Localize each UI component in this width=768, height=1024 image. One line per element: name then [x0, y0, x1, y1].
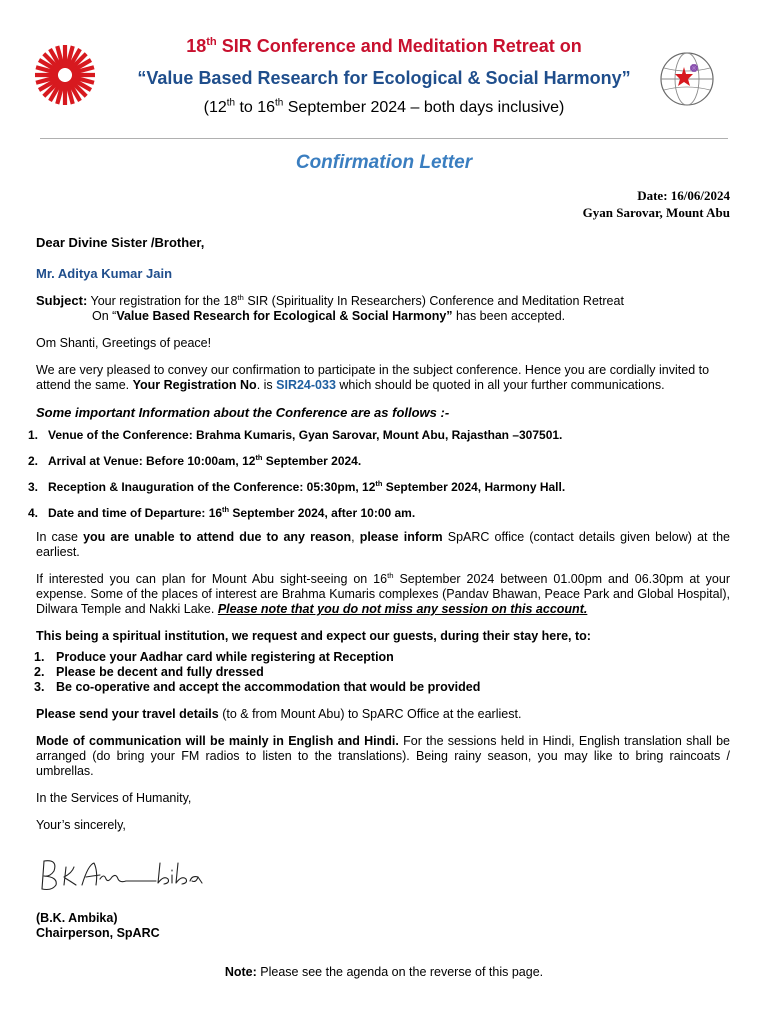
services-line: In the Services of Humanity, [36, 791, 192, 805]
communication-paragraph: Mode of communication will be mainly in English and Hindi. For the sessions held in Hindi, English translation shall be arranged (do bring your FM radios to listen to the translations). Being rainy season, you may like to bring raincoats / umbrellas. [36, 734, 730, 778]
addressee-name: Mr. Aditya Kumar Jain [36, 266, 173, 281]
list-item: 3. Reception & Inauguration of the Conference: 05:30pm, 12th September 2024, Harmony Hall. [28, 479, 566, 494]
sightseeing-paragraph: If interested you can plan for Mount Abu sight-seeing on 16th September 2024 between 01.00pm and 06.30pm at your expense. Some of the places of interest are Brahma Kumaris complexes (Pandav Bhawan, Peace Park and Global Hospital), Dilwara Temple and Nakki Lake. Please note that you do not miss any session on this account. [36, 570, 730, 616]
closing-line: Your’s sincerely, [36, 818, 126, 832]
guest-rules-list [36, 650, 730, 695]
list-item: 3. Be co-operative and accept the accommodation that would be provided [34, 680, 481, 694]
list-item: 1. Venue of the Conference: Brahma Kumaris, Gyan Sarovar, Mount Abu, Rajasthan –307501. [28, 428, 563, 442]
letter-date: Date: 16/06/2024 [637, 188, 730, 203]
letter-title: Confirmation Letter [295, 152, 473, 173]
signer-title: Chairperson, SpARC [36, 926, 160, 940]
conference-dates: (12th to 16th September 2024 – both days inclusive) [203, 97, 565, 116]
signer-name: (B.K. Ambika) [36, 911, 118, 925]
letterhead [0, 30, 768, 130]
session-note: Please note that you do not miss any session on this account. [217, 602, 588, 616]
conference-title: 18th SIR Conference and Meditation Retreat on [186, 36, 582, 56]
greeting: Om Shanti, Greetings of peace! [36, 336, 212, 350]
globe-star-logo-icon [656, 46, 718, 112]
footer-note: Note: Please see the agenda on the reverse of this page. [224, 965, 544, 979]
unable-paragraph: In case you are unable to attend due to any reason, please inform SpARC office (contact details given below) at the earliest. [36, 530, 730, 559]
intro-paragraph: We are very pleased to convey our confirmation to participate in the subject conference. Hence you are cordially invited to attend the same. Your Registration No. is SIR24-033 which should be quoted in all your further communications. [36, 363, 710, 392]
letter-body [28, 235, 730, 941]
subject-line: Subject: Your registration for the 18th SIR (Spirituality In Researchers) Conference and Meditation Retreat On “Value Based Research for Ecological & Social Harmony” has been accepted. [36, 292, 624, 323]
conference-info-list [28, 428, 730, 521]
list-item: 2. Arrival at Venue: Before 10:00am, 12th September 2024. [28, 453, 362, 468]
list-item: 2. Please be decent and fully dressed [34, 665, 264, 679]
info-heading: Some important Information about the Conference are as follows :- [36, 405, 450, 420]
letter-place: Gyan Sarovar, Mount Abu [582, 205, 730, 220]
date-place-block [583, 187, 730, 221]
header-divider [40, 138, 728, 139]
list-item: 4. Date and time of Departure: 16th September 2024, after 10:00 am. [28, 505, 416, 520]
handwritten-signature-icon [36, 851, 226, 895]
salutation: Dear Divine Sister /Brother, [36, 235, 205, 250]
travel-paragraph: Please send your travel details (to & from Mount Abu) to SpARC Office at the earliest. [36, 707, 522, 721]
registration-number: SIR24-033 [276, 378, 336, 392]
conference-theme: “Value Based Research for Ecological & Social Harmony” [137, 68, 631, 88]
list-item: 1. Produce your Aadhar card while registering at Reception [34, 650, 394, 664]
spiritual-intro: This being a spiritual institution, we request and expect our guests, during their stay here, to: [36, 629, 591, 643]
